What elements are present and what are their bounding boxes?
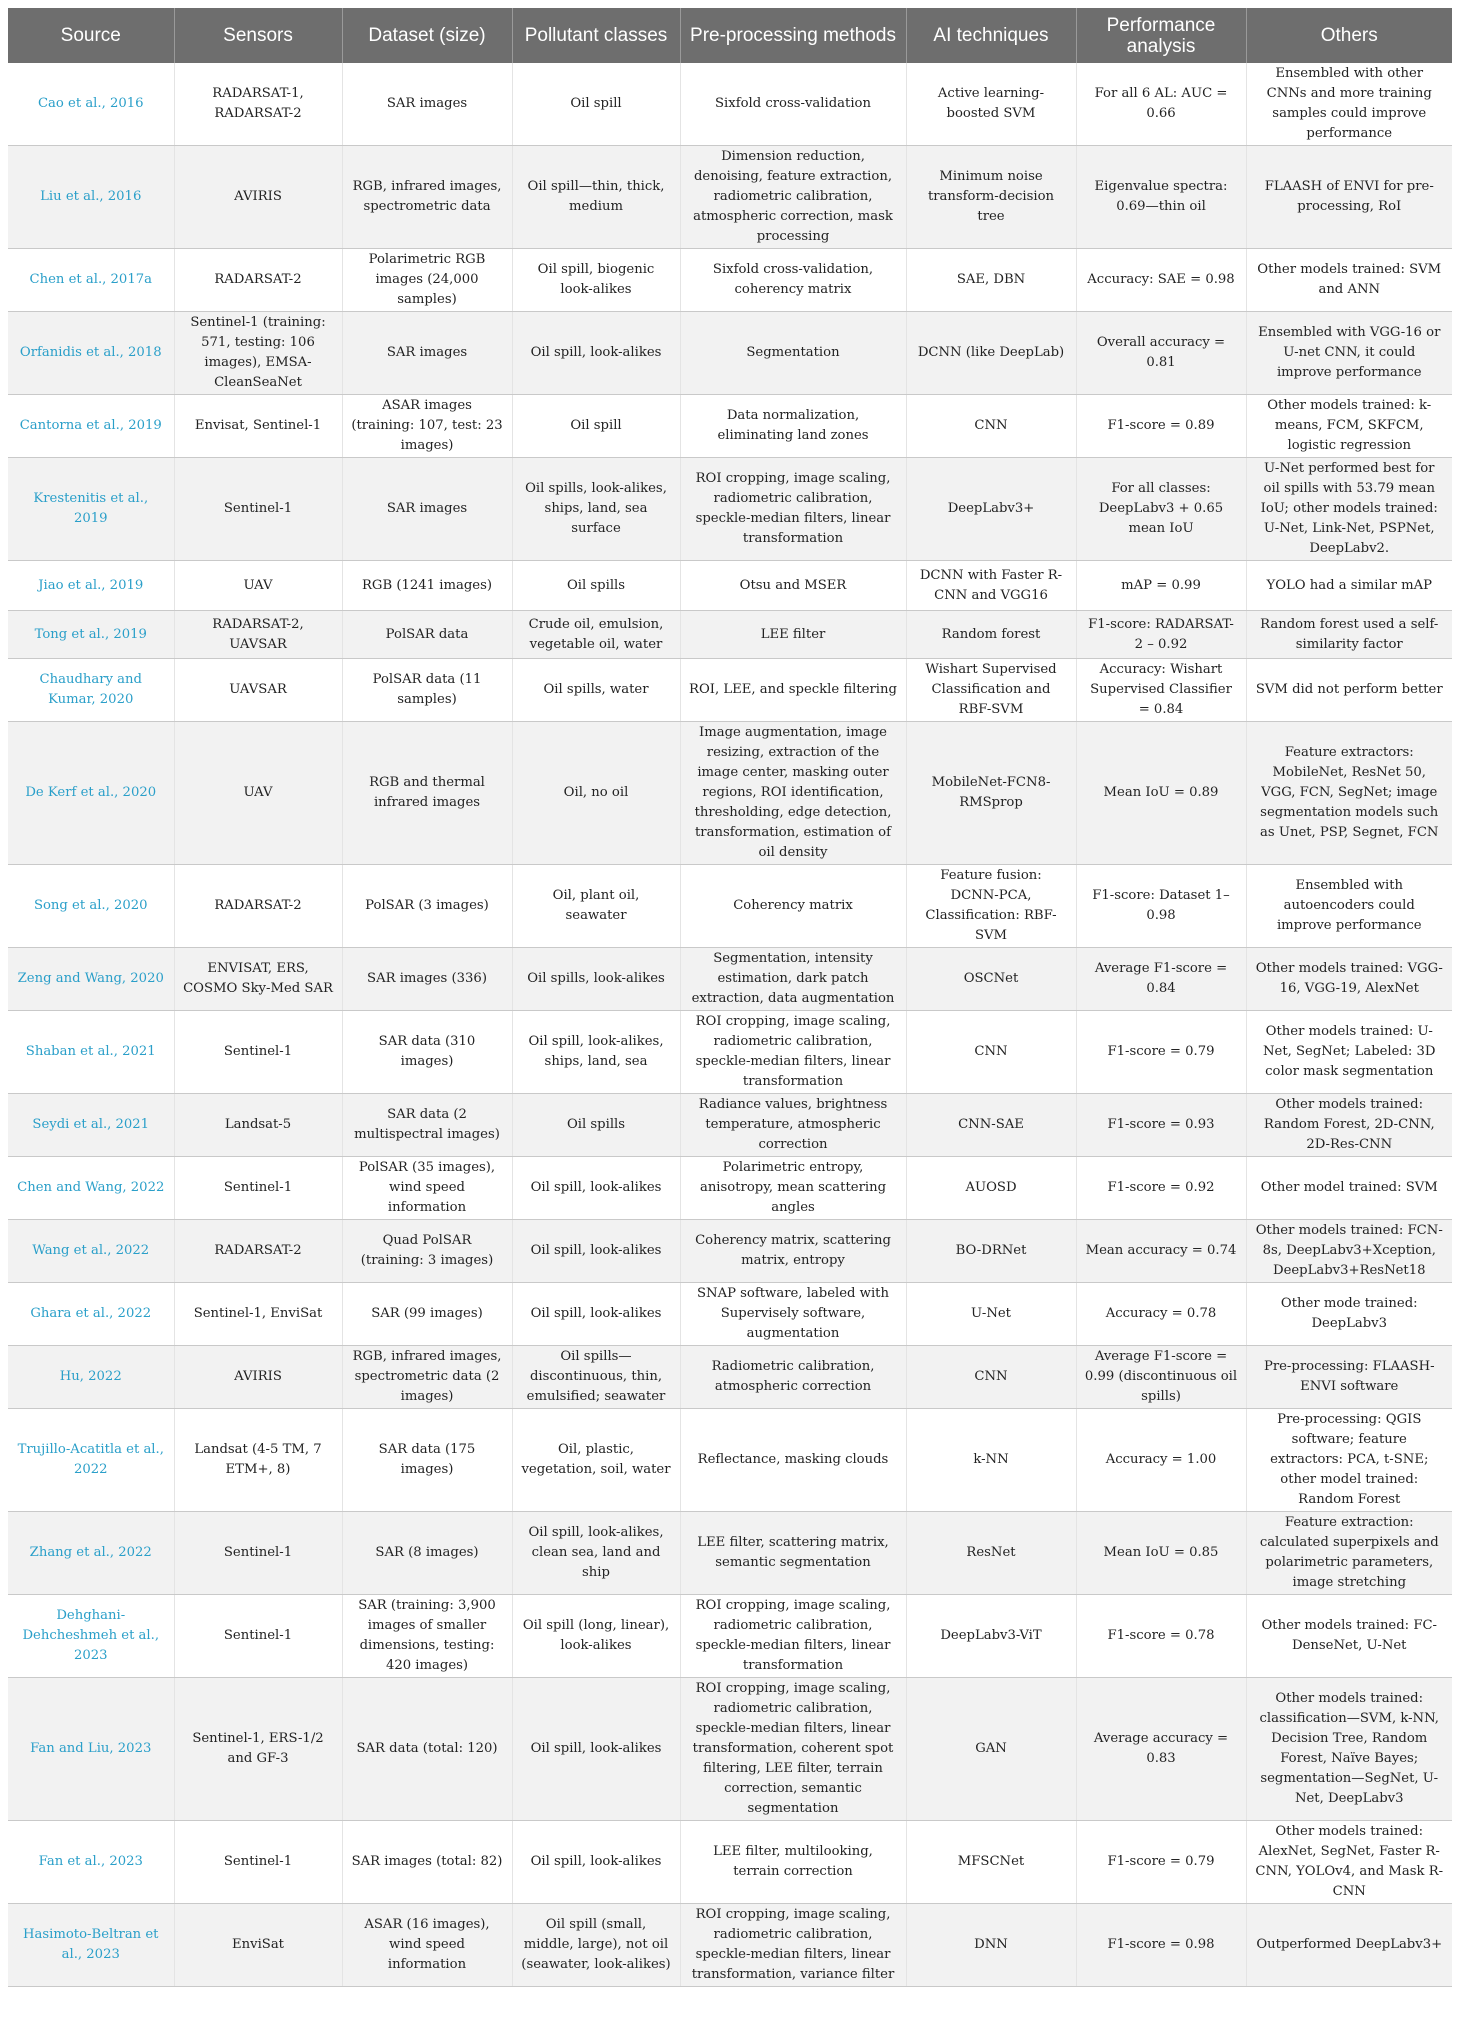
cell-performance: Average accuracy = 0.83	[1076, 1678, 1246, 1821]
cell-preprocessing: Sixfold cross-validation, coherency matrix	[680, 249, 906, 312]
cell-others: Pre-processing: QGIS software; feature extractors: PCA, t-SNE; other model trained: Random Forest	[1246, 1409, 1452, 1512]
cell-pollutant-classes: Oil, plant oil, seawater	[512, 865, 680, 948]
cell-pollutant-classes: Oil, no oil	[512, 722, 680, 865]
literature-table	[8, 8, 1452, 1987]
cell-dataset: ASAR images (training: 107, test: 23 images)	[342, 395, 512, 458]
cell-ai-techniques: MobileNet-FCN8-RMSprop	[906, 722, 1076, 865]
cell-pollutant-classes: Oil spill, look-alikes, clean sea, land and ship	[512, 1512, 680, 1595]
cell-performance: F1-score = 0.93	[1076, 1094, 1246, 1157]
cell-others: Feature extractors: MobileNet, ResNet 50, VGG, FCN, SegNet; image segmentation models such as Unet, PSP, Segnet, FCN	[1246, 722, 1452, 865]
cell-dataset: Quad PolSAR (training: 3 images)	[342, 1220, 512, 1283]
cell-ai-techniques: AUOSD	[906, 1157, 1076, 1220]
cell-source[interactable]: Seydi et al., 2021	[8, 1094, 174, 1157]
cell-performance: F1-score: Dataset 1– 0.98	[1076, 865, 1246, 948]
cell-preprocessing: Image augmentation, image resizing, extraction of the image center, masking outer regions, ROI identification, thresholding, edge detection, transformation, estimation of oil density	[680, 722, 906, 865]
cell-ai-techniques: DCNN with Faster R-CNN and VGG16	[906, 561, 1076, 611]
cell-sensors: AVIRIS	[174, 146, 342, 249]
cell-ai-techniques: CNN	[906, 395, 1076, 458]
cell-ai-techniques: Random forest	[906, 611, 1076, 659]
cell-dataset: SAR data (175 images)	[342, 1409, 512, 1512]
cell-preprocessing: ROI, LEE, and speckle filtering	[680, 659, 906, 722]
cell-others: Other model trained: SVM	[1246, 1157, 1452, 1220]
cell-others: Other models trained: FCN-8s, DeepLabv3+Xception, DeepLabv3+ResNet18	[1246, 1220, 1452, 1283]
table-row	[8, 1220, 1452, 1283]
cell-preprocessing: ROI cropping, image scaling, radiometric calibration, speckle-median filters, linear transformation, coherent spot filtering, LEE filter, terrain correction, semantic segmentation	[680, 1678, 906, 1821]
cell-preprocessing: Data normalization, eliminating land zones	[680, 395, 906, 458]
cell-pollutant-classes: Oil spill, look-alikes, ships, land, sea	[512, 1011, 680, 1094]
cell-performance: Mean IoU = 0.89	[1076, 722, 1246, 865]
cell-pollutant-classes: Oil spill (long, linear), look-alikes	[512, 1595, 680, 1678]
cell-pollutant-classes: Oil spill, look-alikes	[512, 1283, 680, 1346]
cell-performance: Accuracy: Wishart Supervised Classifier = 0.84	[1076, 659, 1246, 722]
cell-sensors: Sentinel-1	[174, 1821, 342, 1904]
cell-performance: Average F1-score = 0.99 (discontinuous oil spills)	[1076, 1346, 1246, 1409]
cell-others: Other models trained: SVM and ANN	[1246, 249, 1452, 312]
table-row	[8, 312, 1452, 395]
cell-sensors: Landsat-5	[174, 1094, 342, 1157]
cell-others: Random forest used a self-similarity factor	[1246, 611, 1452, 659]
cell-performance: Overall accuracy = 0.81	[1076, 312, 1246, 395]
table-body	[8, 63, 1452, 1987]
cell-sensors: RADARSAT-2	[174, 865, 342, 948]
cell-performance: Accuracy = 1.00	[1076, 1409, 1246, 1512]
cell-performance: F1-score = 0.79	[1076, 1821, 1246, 1904]
cell-ai-techniques: ResNet	[906, 1512, 1076, 1595]
cell-pollutant-classes: Oil spill, look-alikes	[512, 1821, 680, 1904]
cell-others: Other models trained: k-means, FCM, SKFCM, logistic regression	[1246, 395, 1452, 458]
table-row	[8, 948, 1452, 1011]
cell-source[interactable]: Trujillo-Acatitla et al., 2022	[8, 1409, 174, 1512]
cell-pollutant-classes: Oil spills—discontinuous, thin, emulsified; seawater	[512, 1346, 680, 1409]
cell-performance: Accuracy: SAE = 0.98	[1076, 249, 1246, 312]
cell-dataset: SAR (training: 3,900 images of smaller dimensions, testing: 420 images)	[342, 1595, 512, 1678]
cell-source[interactable]: Liu et al., 2016	[8, 146, 174, 249]
cell-performance: F1-score = 0.92	[1076, 1157, 1246, 1220]
cell-sensors: Sentinel-1	[174, 458, 342, 561]
cell-sensors: Sentinel-1	[174, 1011, 342, 1094]
table-row	[8, 722, 1452, 865]
cell-dataset: PolSAR data (11 samples)	[342, 659, 512, 722]
table-row	[8, 1094, 1452, 1157]
cell-pollutant-classes: Oil spill, look-alikes	[512, 1678, 680, 1821]
table-row	[8, 146, 1452, 249]
cell-source[interactable]: Dehghani-Dehcheshmeh et al., 2023	[8, 1595, 174, 1678]
cell-ai-techniques: k-NN	[906, 1409, 1076, 1512]
cell-dataset: SAR images	[342, 63, 512, 146]
cell-sensors: Envisat, Sentinel-1	[174, 395, 342, 458]
cell-dataset: SAR images	[342, 312, 512, 395]
cell-preprocessing: Sixfold cross-validation	[680, 63, 906, 146]
cell-sensors: Sentinel-1, ERS-1/2 and GF-3	[174, 1678, 342, 1821]
cell-ai-techniques: BO-DRNet	[906, 1220, 1076, 1283]
cell-performance: For all classes: DeepLabv3 + 0.65 mean IoU	[1076, 458, 1246, 561]
table-row	[8, 1512, 1452, 1595]
cell-preprocessing: LEE filter	[680, 611, 906, 659]
cell-ai-techniques: CNN	[906, 1011, 1076, 1094]
cell-preprocessing: Segmentation, intensity estimation, dark patch extraction, data augmentation	[680, 948, 906, 1011]
table-row	[8, 1821, 1452, 1904]
cell-pollutant-classes: Oil spills	[512, 1094, 680, 1157]
cell-ai-techniques: Minimum noise transform-decision tree	[906, 146, 1076, 249]
cell-ai-techniques: DNN	[906, 1904, 1076, 1987]
table-row	[8, 1904, 1452, 1987]
cell-pollutant-classes: Oil spills, look-alikes, ships, land, sea surface	[512, 458, 680, 561]
cell-sensors: ENVISAT, ERS, COSMO Sky-Med SAR	[174, 948, 342, 1011]
cell-others: Ensembled with VGG-16 or U-net CNN, it could improve performance	[1246, 312, 1452, 395]
cell-dataset: PolSAR (3 images)	[342, 865, 512, 948]
cell-source[interactable]: Chaudhary and Kumar, 2020	[8, 659, 174, 722]
cell-dataset: RGB and thermal infrared images	[342, 722, 512, 865]
cell-others: Other models trained: FC-DenseNet, U-Net	[1246, 1595, 1452, 1678]
cell-performance: Accuracy = 0.78	[1076, 1283, 1246, 1346]
cell-pollutant-classes: Oil spill—thin, thick, medium	[512, 146, 680, 249]
cell-preprocessing: Coherency matrix	[680, 865, 906, 948]
cell-sensors: RADARSAT-1, RADARSAT-2	[174, 63, 342, 146]
cell-dataset: SAR images	[342, 458, 512, 561]
cell-source[interactable]: De Kerf et al., 2020	[8, 722, 174, 865]
cell-source[interactable]: Zeng and Wang, 2020	[8, 948, 174, 1011]
cell-pollutant-classes: Crude oil, emulsion, vegetable oil, water	[512, 611, 680, 659]
cell-performance: Eigenvalue spectra: 0.69—thin oil	[1076, 146, 1246, 249]
cell-others: Other models trained: VGG-16, VGG-19, AlexNet	[1246, 948, 1452, 1011]
cell-performance: F1-score = 0.89	[1076, 395, 1246, 458]
cell-source[interactable]: Ghara et al., 2022	[8, 1283, 174, 1346]
cell-sensors: Sentinel-1	[174, 1157, 342, 1220]
table-row	[8, 1011, 1452, 1094]
cell-dataset: SAR data (total: 120)	[342, 1678, 512, 1821]
cell-source[interactable]: Fan et al., 2023	[8, 1821, 174, 1904]
cell-performance: For all 6 AL: AUC = 0.66	[1076, 63, 1246, 146]
table-row	[8, 1409, 1452, 1512]
cell-ai-techniques: GAN	[906, 1678, 1076, 1821]
cell-ai-techniques: DCNN (like DeepLab)	[906, 312, 1076, 395]
cell-others: FLAASH of ENVI for pre-processing, RoI	[1246, 146, 1452, 249]
cell-others: Outperformed DeepLabv3+	[1246, 1904, 1452, 1987]
cell-dataset: SAR data (310 images)	[342, 1011, 512, 1094]
cell-preprocessing: Reflectance, masking clouds	[680, 1409, 906, 1512]
cell-preprocessing: ROI cropping, image scaling, radiometric calibration, speckle-median filters, linear transformation	[680, 458, 906, 561]
cell-preprocessing: SNAP software, labeled with Supervisely software, augmentation	[680, 1283, 906, 1346]
cell-dataset: Polarimetric RGB images (24,000 samples)	[342, 249, 512, 312]
cell-performance: F1-score = 0.98	[1076, 1904, 1246, 1987]
cell-pollutant-classes: Oil spills, water	[512, 659, 680, 722]
header-source: Source	[8, 8, 174, 63]
table-row	[8, 1595, 1452, 1678]
cell-sensors: UAV	[174, 722, 342, 865]
table-row	[8, 63, 1452, 146]
cell-sensors: RADARSAT-2, UAVSAR	[174, 611, 342, 659]
cell-others: Other models trained: U-Net, SegNet; Labeled: 3D color mask segmentation	[1246, 1011, 1452, 1094]
cell-ai-techniques: Wishart Supervised Classification and RBF-SVM	[906, 659, 1076, 722]
table-row	[8, 865, 1452, 948]
table-row	[8, 659, 1452, 722]
cell-source[interactable]: Chen and Wang, 2022	[8, 1157, 174, 1220]
table-row	[8, 1157, 1452, 1220]
cell-preprocessing: ROI cropping, image scaling, radiometric calibration, speckle-median filters, linear transformation	[680, 1595, 906, 1678]
cell-dataset: PolSAR (35 images), wind speed information	[342, 1157, 512, 1220]
cell-dataset: SAR images (total: 82)	[342, 1821, 512, 1904]
header-performance: Performance analysis	[1076, 8, 1246, 63]
cell-others: Ensembled with autoencoders could improve performance	[1246, 865, 1452, 948]
cell-sensors: Sentinel-1, EnviSat	[174, 1283, 342, 1346]
cell-dataset: ASAR (16 images), wind speed information	[342, 1904, 512, 1987]
cell-source[interactable]: Chen et al., 2017a	[8, 249, 174, 312]
cell-ai-techniques: Active learning-boosted SVM	[906, 63, 1076, 146]
cell-preprocessing: LEE filter, scattering matrix, semantic segmentation	[680, 1512, 906, 1595]
cell-sensors: UAVSAR	[174, 659, 342, 722]
cell-others: Pre-processing: FLAASH-ENVI software	[1246, 1346, 1452, 1409]
cell-others: Ensembled with other CNNs and more training samples could improve performance	[1246, 63, 1452, 146]
cell-dataset: SAR (8 images)	[342, 1512, 512, 1595]
cell-pollutant-classes: Oil spills, look-alikes	[512, 948, 680, 1011]
cell-source[interactable]: Zhang et al., 2022	[8, 1512, 174, 1595]
cell-source[interactable]: Hu, 2022	[8, 1346, 174, 1409]
cell-dataset: PolSAR data	[342, 611, 512, 659]
cell-ai-techniques: U-Net	[906, 1283, 1076, 1346]
cell-preprocessing: LEE filter, multilooking, terrain correction	[680, 1821, 906, 1904]
cell-source[interactable]: Orfanidis et al., 2018	[8, 312, 174, 395]
cell-source[interactable]: Fan and Liu, 2023	[8, 1678, 174, 1821]
cell-sensors: Sentinel-1	[174, 1512, 342, 1595]
cell-ai-techniques: CNN	[906, 1346, 1076, 1409]
cell-pollutant-classes: Oil spills	[512, 561, 680, 611]
cell-source[interactable]: Krestenitis et al., 2019	[8, 458, 174, 561]
header-pollutant-classes: Pollutant classes	[512, 8, 680, 63]
cell-preprocessing: Segmentation	[680, 312, 906, 395]
cell-preprocessing: Radiance values, brightness temperature, atmospheric correction	[680, 1094, 906, 1157]
cell-pollutant-classes: Oil spill, look-alikes	[512, 312, 680, 395]
cell-preprocessing: ROI cropping, image scaling, radiometric calibration, speckle-median filters, linear transformation, variance filter	[680, 1904, 906, 1987]
table-row	[8, 1678, 1452, 1821]
cell-performance: Mean accuracy = 0.74	[1076, 1220, 1246, 1283]
cell-ai-techniques: SAE, DBN	[906, 249, 1076, 312]
cell-ai-techniques: CNN-SAE	[906, 1094, 1076, 1157]
cell-performance: Mean IoU = 0.85	[1076, 1512, 1246, 1595]
header-sensors: Sensors	[174, 8, 342, 63]
cell-preprocessing: ROI cropping, image scaling, radiometric calibration, speckle-median filters, linear transformation	[680, 1011, 906, 1094]
cell-sensors: EnviSat	[174, 1904, 342, 1987]
cell-source[interactable]: Shaban et al., 2021	[8, 1011, 174, 1094]
cell-performance: mAP = 0.99	[1076, 561, 1246, 611]
cell-preprocessing: Radiometric calibration, atmospheric correction	[680, 1346, 906, 1409]
cell-source[interactable]: Wang et al., 2022	[8, 1220, 174, 1283]
cell-sensors: Sentinel-1 (training: 571, testing: 106 images), EMSA-CleanSeaNet	[174, 312, 342, 395]
cell-others: Other mode trained: DeepLabv3	[1246, 1283, 1452, 1346]
cell-ai-techniques: DeepLabv3+	[906, 458, 1076, 561]
cell-source[interactable]: Cao et al., 2016	[8, 63, 174, 146]
cell-ai-techniques: OSCNet	[906, 948, 1076, 1011]
cell-pollutant-classes: Oil spill	[512, 395, 680, 458]
table-header	[8, 8, 1452, 63]
cell-ai-techniques: MFSCNet	[906, 1821, 1076, 1904]
table-row	[8, 1346, 1452, 1409]
cell-dataset: RGB, infrared images, spectrometric data (2 images)	[342, 1346, 512, 1409]
cell-sensors: Landsat (4-5 TM, 7 ETM+, 8)	[174, 1409, 342, 1512]
cell-others: Other models trained: classification—SVM, k-NN, Decision Tree, Random Forest, Naïve Bayes; segmentation—SegNet, U-Net, DeepLabv3	[1246, 1678, 1452, 1821]
cell-performance: F1-score: RADARSAT-2 – 0.92	[1076, 611, 1246, 659]
header-dataset: Dataset (size)	[342, 8, 512, 63]
cell-pollutant-classes: Oil spill (small, middle, large), not oil (seawater, look-alikes)	[512, 1904, 680, 1987]
cell-others: YOLO had a similar mAP	[1246, 561, 1452, 611]
cell-source[interactable]: Hasimoto-Beltran et al., 2023	[8, 1904, 174, 1987]
cell-others: U-Net performed best for oil spills with 53.79 mean IoU; other models trained: U-Net, Link-Net, PSPNet, DeepLabv2.	[1246, 458, 1452, 561]
cell-sensors: RADARSAT-2	[174, 1220, 342, 1283]
cell-others: Other models trained: Random Forest, 2D-CNN, 2D-Res-CNN	[1246, 1094, 1452, 1157]
cell-source[interactable]: Cantorna et al., 2019	[8, 395, 174, 458]
header-others: Others	[1246, 8, 1452, 63]
header-ai-techniques: AI techniques	[906, 8, 1076, 63]
cell-others: Feature extraction: calculated superpixels and polarimetric parameters, image stretching	[1246, 1512, 1452, 1595]
table-row	[8, 1283, 1452, 1346]
cell-pollutant-classes: Oil, plastic, vegetation, soil, water	[512, 1409, 680, 1512]
cell-performance: Average F1-score = 0.84	[1076, 948, 1246, 1011]
cell-sensors: UAV	[174, 561, 342, 611]
cell-ai-techniques: Feature fusion: DCNN-PCA, Classification: RBF-SVM	[906, 865, 1076, 948]
header-preprocessing: Pre-processing methods	[680, 8, 906, 63]
cell-sensors: AVIRIS	[174, 1346, 342, 1409]
cell-dataset: SAR data (2 multispectral images)	[342, 1094, 512, 1157]
cell-pollutant-classes: Oil spill	[512, 63, 680, 146]
table-row	[8, 249, 1452, 312]
cell-sensors: Sentinel-1	[174, 1595, 342, 1678]
cell-others: SVM did not perform better	[1246, 659, 1452, 722]
cell-sensors: RADARSAT-2	[174, 249, 342, 312]
table-row	[8, 395, 1452, 458]
cell-source[interactable]: Song et al., 2020	[8, 865, 174, 948]
table-row	[8, 561, 1452, 611]
header-row	[8, 8, 1452, 63]
cell-dataset: RGB, infrared images, spectrometric data	[342, 146, 512, 249]
cell-pollutant-classes: Oil spill, look-alikes	[512, 1157, 680, 1220]
cell-dataset: SAR (99 images)	[342, 1283, 512, 1346]
cell-source[interactable]: Jiao et al., 2019	[8, 561, 174, 611]
cell-preprocessing: Coherency matrix, scattering matrix, entropy	[680, 1220, 906, 1283]
cell-dataset: SAR images (336)	[342, 948, 512, 1011]
cell-pollutant-classes: Oil spill, look-alikes	[512, 1220, 680, 1283]
cell-performance: F1-score = 0.78	[1076, 1595, 1246, 1678]
cell-preprocessing: Dimension reduction, denoising, feature extraction, radiometric calibration, atmospheric correction, mask processing	[680, 146, 906, 249]
table-wrapper	[8, 8, 1452, 1987]
table-row	[8, 611, 1452, 659]
cell-ai-techniques: DeepLabv3-ViT	[906, 1595, 1076, 1678]
cell-source[interactable]: Tong et al., 2019	[8, 611, 174, 659]
cell-others: Other models trained: AlexNet, SegNet, Faster R-CNN, YOLOv4, and Mask R-CNN	[1246, 1821, 1452, 1904]
cell-dataset: RGB (1241 images)	[342, 561, 512, 611]
cell-pollutant-classes: Oil spill, biogenic look-alikes	[512, 249, 680, 312]
cell-performance: F1-score = 0.79	[1076, 1011, 1246, 1094]
cell-preprocessing: Otsu and MSER	[680, 561, 906, 611]
cell-preprocessing: Polarimetric entropy, anisotropy, mean scattering angles	[680, 1157, 906, 1220]
table-row	[8, 458, 1452, 561]
